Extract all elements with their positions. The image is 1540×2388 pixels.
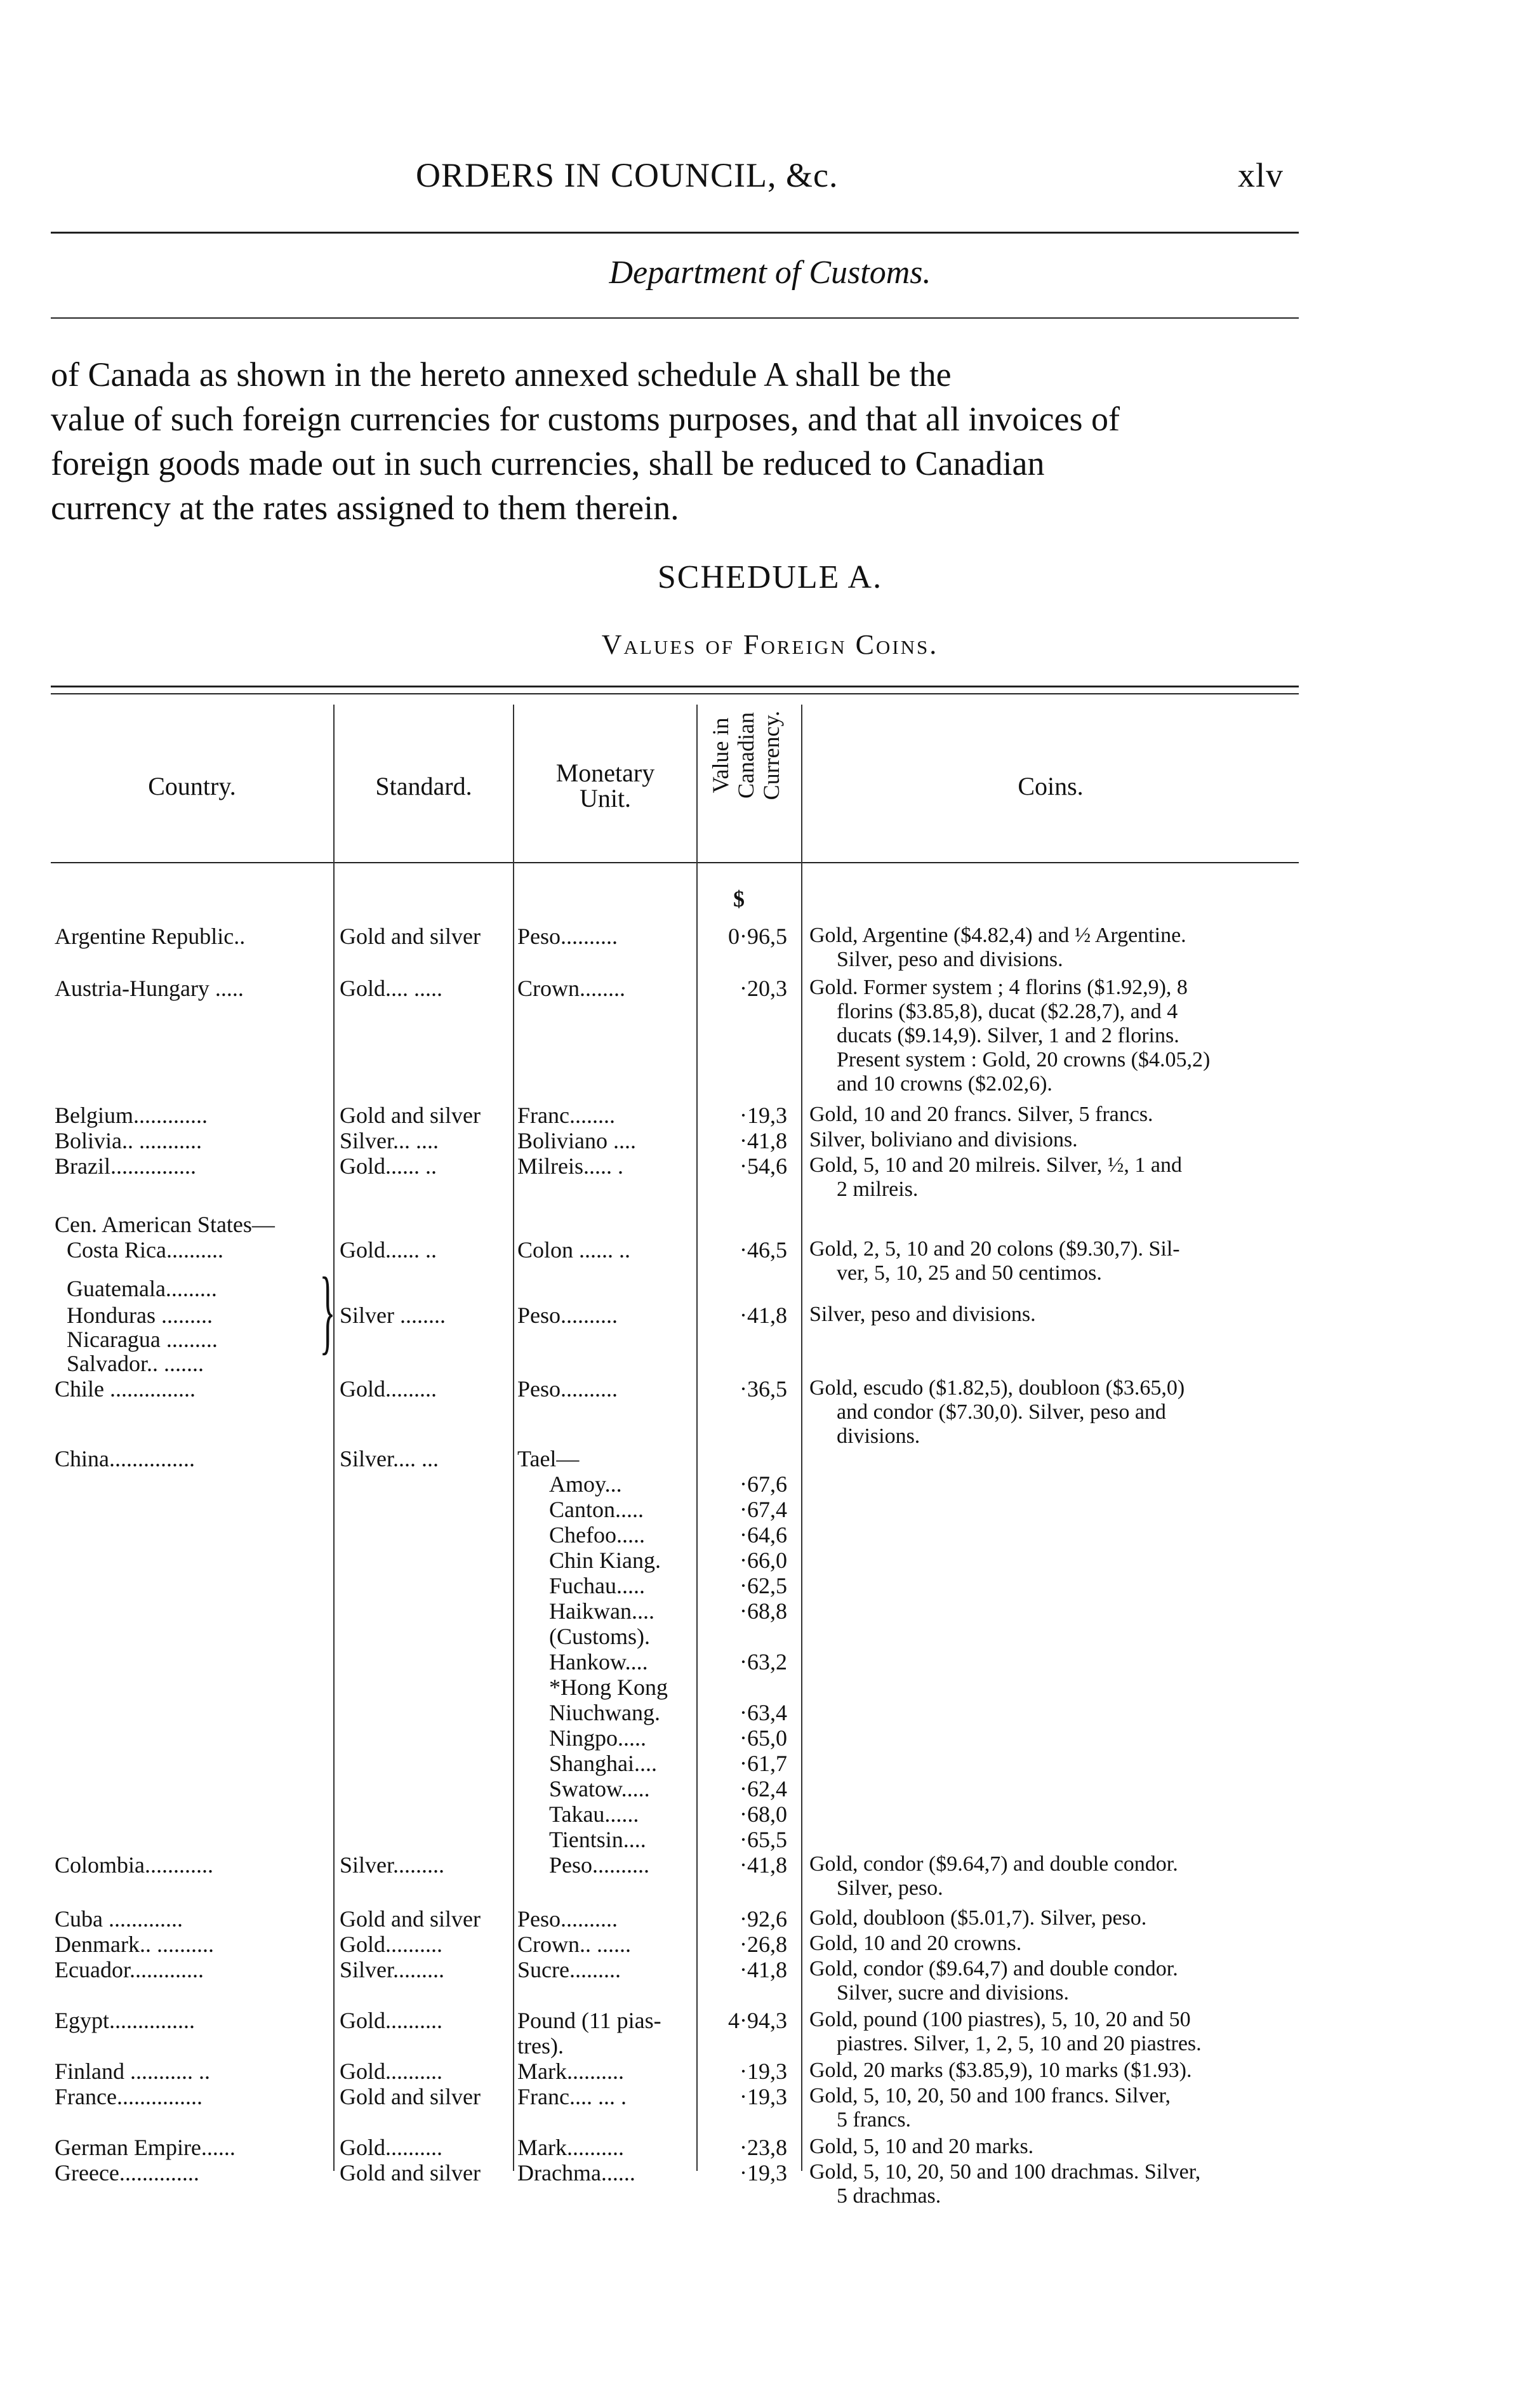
row-coins-line: Gold, 10 and 20 crowns.: [809, 1932, 1022, 1955]
row-unit: Franc........: [517, 1103, 615, 1128]
row-value: ·68,0: [740, 1801, 787, 1827]
row-standard: Gold..........: [340, 2008, 442, 2033]
row-coins-line: 5 francs.: [837, 2108, 912, 2132]
row-coins-line: Gold, 2, 5, 10 and 20 colons ($9.30,7). Sil-: [809, 1237, 1180, 1261]
row-unit: Ningpo.....: [549, 1725, 646, 1751]
row-country: German Empire......: [55, 2135, 236, 2160]
page-number: xlv: [1238, 156, 1284, 194]
row-unit: Tael—: [517, 1446, 580, 1471]
column-header-unit: [514, 760, 696, 811]
row-unit: Hankow....: [549, 1649, 648, 1675]
row-value: ·67,6: [740, 1471, 787, 1497]
row-standard: Gold...... ..: [340, 1237, 437, 1263]
row-country: Argentine Republic..: [55, 924, 246, 949]
row-country: Ecuador.............: [55, 1957, 204, 1982]
column-header-coins: Coins.: [1018, 772, 1084, 800]
row-unit: Peso..........: [517, 1906, 618, 1932]
row-country: France...............: [55, 2084, 202, 2109]
row-country: Greece..............: [55, 2160, 199, 2186]
row-coins-line: ducats ($9.14,9). Silver, 1 and 2 florins.: [837, 1024, 1179, 1047]
row-coins-line: Gold, condor ($9.64,7) and double condor.: [809, 1957, 1178, 1980]
row-country: Colombia............: [55, 1852, 213, 1878]
row-value: ·23,8: [740, 2135, 787, 2160]
row-country: Chile ...............: [55, 1376, 196, 1402]
column-header-value: [708, 686, 784, 825]
row-unit: Sucre.........: [517, 1957, 621, 1982]
row-coins-line: Silver, boliviano and divisions.: [809, 1128, 1078, 1151]
column-divider: [801, 705, 802, 2171]
row-country: Cen. American States—: [55, 1212, 275, 1237]
row-value: ·64,6: [740, 1522, 787, 1548]
row-country: Costa Rica..........: [67, 1237, 223, 1263]
row-unit: Crown........: [517, 976, 625, 1001]
column-header-value-line: Currency.: [759, 710, 784, 800]
row-standard: Gold and silver: [340, 1103, 481, 1128]
row-unit: Tientsin....: [549, 1827, 646, 1852]
paragraph-line: of Canada as shown in the hereto annexed schedule A shall be the: [51, 355, 952, 394]
row-value: ·19,3: [740, 2084, 787, 2109]
row-standard: Gold..........: [340, 2135, 442, 2160]
row-value: ·92,6: [740, 1906, 787, 1932]
department-rule: [51, 317, 1299, 319]
row-coins-line: Silver, peso.: [837, 1876, 943, 1900]
row-value: ·20,3: [740, 976, 787, 1001]
row-value: ·66,0: [740, 1548, 787, 1573]
row-coins-line: Gold, 5, 10, 20, 50 and 100 francs. Silver,: [809, 2084, 1171, 2107]
row-standard: Silver.... ...: [340, 1446, 439, 1471]
row-value: ·19,3: [740, 1103, 787, 1128]
column-header-value-line: Canadian: [733, 712, 759, 799]
row-unit: Niuchwang.: [549, 1700, 660, 1725]
row-unit: Chefoo.....: [549, 1522, 645, 1548]
row-country: Bolivia.. ...........: [55, 1128, 202, 1153]
row-coins-line: Gold, 5, 10 and 20 marks.: [809, 2135, 1034, 2158]
row-value: ·67,4: [740, 1497, 787, 1522]
row-standard: Gold.... .....: [340, 976, 442, 1001]
row-standard: Silver ........: [340, 1303, 446, 1328]
paragraph-line: currency at the rates assigned to them therein.: [51, 489, 679, 527]
row-coins-line: Gold, 20 marks ($3.85,9), 10 marks ($1.93).: [809, 2059, 1192, 2082]
schedule-subtitle: Values of Foreign Coins.: [601, 629, 939, 660]
row-coins-line: ver, 5, 10, 25 and 50 centimos.: [837, 1261, 1102, 1285]
row-coins-line: Gold, 5, 10 and 20 milreis. Silver, ½, 1 and: [809, 1153, 1182, 1177]
row-country: China...............: [55, 1446, 195, 1471]
row-coins-line: and condor ($7.30,0). Silver, peso and: [837, 1400, 1166, 1424]
column-divider: [696, 705, 698, 2171]
header-rule: [51, 232, 1299, 234]
row-unit: Shanghai....: [549, 1751, 657, 1776]
row-unit: tres).: [517, 2033, 564, 2059]
row-unit: Boliviano ....: [517, 1128, 636, 1153]
row-standard: Gold..........: [340, 2059, 442, 2084]
row-value: ·63,2: [740, 1649, 787, 1675]
column-header-country: Country.: [148, 772, 236, 800]
column-header-unit-line: Monetary: [555, 759, 655, 787]
row-country: Honduras .........: [67, 1303, 213, 1328]
row-coins-line: Gold, 10 and 20 francs. Silver, 5 francs.: [809, 1103, 1153, 1126]
row-standard: Gold.........: [340, 1376, 437, 1402]
row-unit: Chin Kiang.: [549, 1548, 661, 1573]
paragraph-line: foreign goods made out in such currencies, shall be reduced to Canadian: [51, 444, 1045, 482]
row-standard: Silver.........: [340, 1852, 445, 1878]
row-unit: Franc.... ... .: [517, 2084, 627, 2109]
row-unit: Colon ...... ..: [517, 1237, 631, 1263]
row-coins-line: Silver, peso and divisions.: [837, 948, 1063, 971]
row-value: ·62,4: [740, 1776, 787, 1801]
row-value: 0·96,5: [728, 924, 787, 949]
row-coins-line: Gold. Former system ; 4 florins ($1.92,9), 8: [809, 976, 1188, 999]
row-value: ·62,5: [740, 1573, 787, 1598]
row-value: ·41,8: [740, 1128, 787, 1153]
row-unit: Mark..........: [517, 2135, 624, 2160]
row-unit: Drachma......: [517, 2160, 635, 2186]
row-country: Cuba .............: [55, 1906, 183, 1932]
row-coins-line: Gold, pound (100 piastres), 5, 10, 20 and 50: [809, 2008, 1191, 2031]
dollar-sign: $: [733, 886, 745, 912]
column-divider: [333, 705, 335, 2171]
row-coins-line: Gold, escudo ($1.82,5), doubloon ($3.65,0): [809, 1376, 1185, 1400]
department-heading: Department of Customs.: [609, 255, 931, 291]
row-value: ·36,5: [740, 1376, 787, 1402]
column-header-value-line: Value in: [708, 717, 733, 793]
row-country: Austria-Hungary .....: [55, 976, 244, 1001]
row-country: Nicaragua .........: [67, 1327, 218, 1352]
row-unit: Pound (11 pias-: [517, 2008, 661, 2033]
row-standard: Gold..........: [340, 1932, 442, 1957]
row-standard: Gold and silver: [340, 924, 481, 949]
row-country: Egypt...............: [55, 2008, 195, 2033]
row-unit: Swatow.....: [549, 1776, 650, 1801]
row-standard: Silver.........: [340, 1957, 445, 1982]
row-unit: Peso..........: [517, 924, 618, 949]
row-country: Guatemala.........: [67, 1276, 217, 1301]
row-coins-line: divisions.: [837, 1424, 920, 1448]
row-country: Salvador.. .......: [67, 1351, 204, 1376]
row-coins-line: Gold, 5, 10, 20, 50 and 100 drachmas. Silver,: [809, 2160, 1201, 2184]
row-unit: Haikwan....: [549, 1598, 654, 1624]
row-country: Brazil...............: [55, 1153, 196, 1179]
column-header-standard: Standard.: [375, 772, 472, 800]
row-unit: Fuchau.....: [549, 1573, 645, 1598]
row-unit: Canton.....: [549, 1497, 644, 1522]
paragraph-line: value of such foreign currencies for customs purposes, and that all invoices of: [51, 400, 1120, 438]
row-unit: Peso..........: [517, 1376, 618, 1402]
row-unit: Milreis..... .: [517, 1153, 623, 1179]
row-coins-line: Silver, sucre and divisions.: [837, 1981, 1069, 2005]
row-unit: (Customs).: [549, 1624, 651, 1649]
row-unit: Mark..........: [517, 2059, 624, 2084]
schedule-title: SCHEDULE A.: [657, 559, 883, 595]
row-unit: Peso..........: [517, 1303, 618, 1328]
row-value: ·19,3: [740, 2059, 787, 2084]
running-title: ORDERS IN COUNCIL, &c.: [416, 156, 839, 194]
row-coins-line: Gold, doubloon ($5.01,7). Silver, peso.: [809, 1906, 1147, 1930]
row-coins-line: Present system : Gold, 20 crowns ($4.05,2): [837, 1048, 1211, 1071]
row-unit: Peso..........: [549, 1852, 650, 1878]
row-standard: Silver... ....: [340, 1128, 439, 1153]
row-standard: Gold and silver: [340, 1906, 481, 1932]
column-header-unit-line: Unit.: [579, 784, 632, 813]
row-country: Finland ........... ..: [55, 2059, 211, 2084]
row-value: ·63,4: [740, 1700, 787, 1725]
group-brace: }: [319, 1258, 336, 1363]
row-coins-line: Silver, peso and divisions.: [809, 1303, 1036, 1326]
row-coins-line: piastres. Silver, 1, 2, 5, 10 and 20 piastres.: [837, 2032, 1202, 2055]
row-standard: Gold and silver: [340, 2084, 481, 2109]
row-value: ·65,0: [740, 1725, 787, 1751]
row-value: ·68,8: [740, 1598, 787, 1624]
row-value: ·41,8: [740, 1852, 787, 1878]
row-value: ·19,3: [740, 2160, 787, 2186]
row-coins-line: florins ($3.85,8), ducat ($2.28,7), and 4: [837, 1000, 1178, 1023]
header-bottom-rule: [51, 862, 1299, 863]
row-unit: Crown.. ......: [517, 1932, 631, 1957]
intro-paragraph: [51, 352, 1299, 530]
row-coins-line: and 10 crowns ($2.02,6).: [837, 1072, 1052, 1096]
row-standard: Gold and silver: [340, 2160, 481, 2186]
row-coins-line: Gold, Argentine ($4.82,4) and ½ Argentine.: [809, 924, 1186, 947]
row-value: 4·94,3: [728, 2008, 787, 2033]
row-unit: Takau......: [549, 1801, 639, 1827]
row-unit: *Hong Kong: [549, 1675, 668, 1700]
row-value: ·65,5: [740, 1827, 787, 1852]
row-coins-line: Gold, condor ($9.64,7) and double condor.: [809, 1852, 1178, 1876]
row-country: Belgium.............: [55, 1103, 208, 1128]
row-country: Denmark.. ..........: [55, 1932, 214, 1957]
row-value: ·61,7: [740, 1751, 787, 1776]
table-top-rule-2: [51, 693, 1299, 694]
row-value: ·54,6: [740, 1153, 787, 1179]
row-coins-line: 5 drachmas.: [837, 2184, 941, 2208]
row-value: ·41,8: [740, 1957, 787, 1982]
row-value: ·26,8: [740, 1932, 787, 1957]
row-unit: Amoy...: [549, 1471, 622, 1497]
row-coins-line: 2 milreis.: [837, 1177, 919, 1201]
row-value: ·41,8: [740, 1303, 787, 1328]
row-standard: Gold...... ..: [340, 1153, 437, 1179]
row-value: ·46,5: [740, 1237, 787, 1263]
table-top-rule: [51, 686, 1299, 687]
column-divider: [513, 705, 514, 2171]
